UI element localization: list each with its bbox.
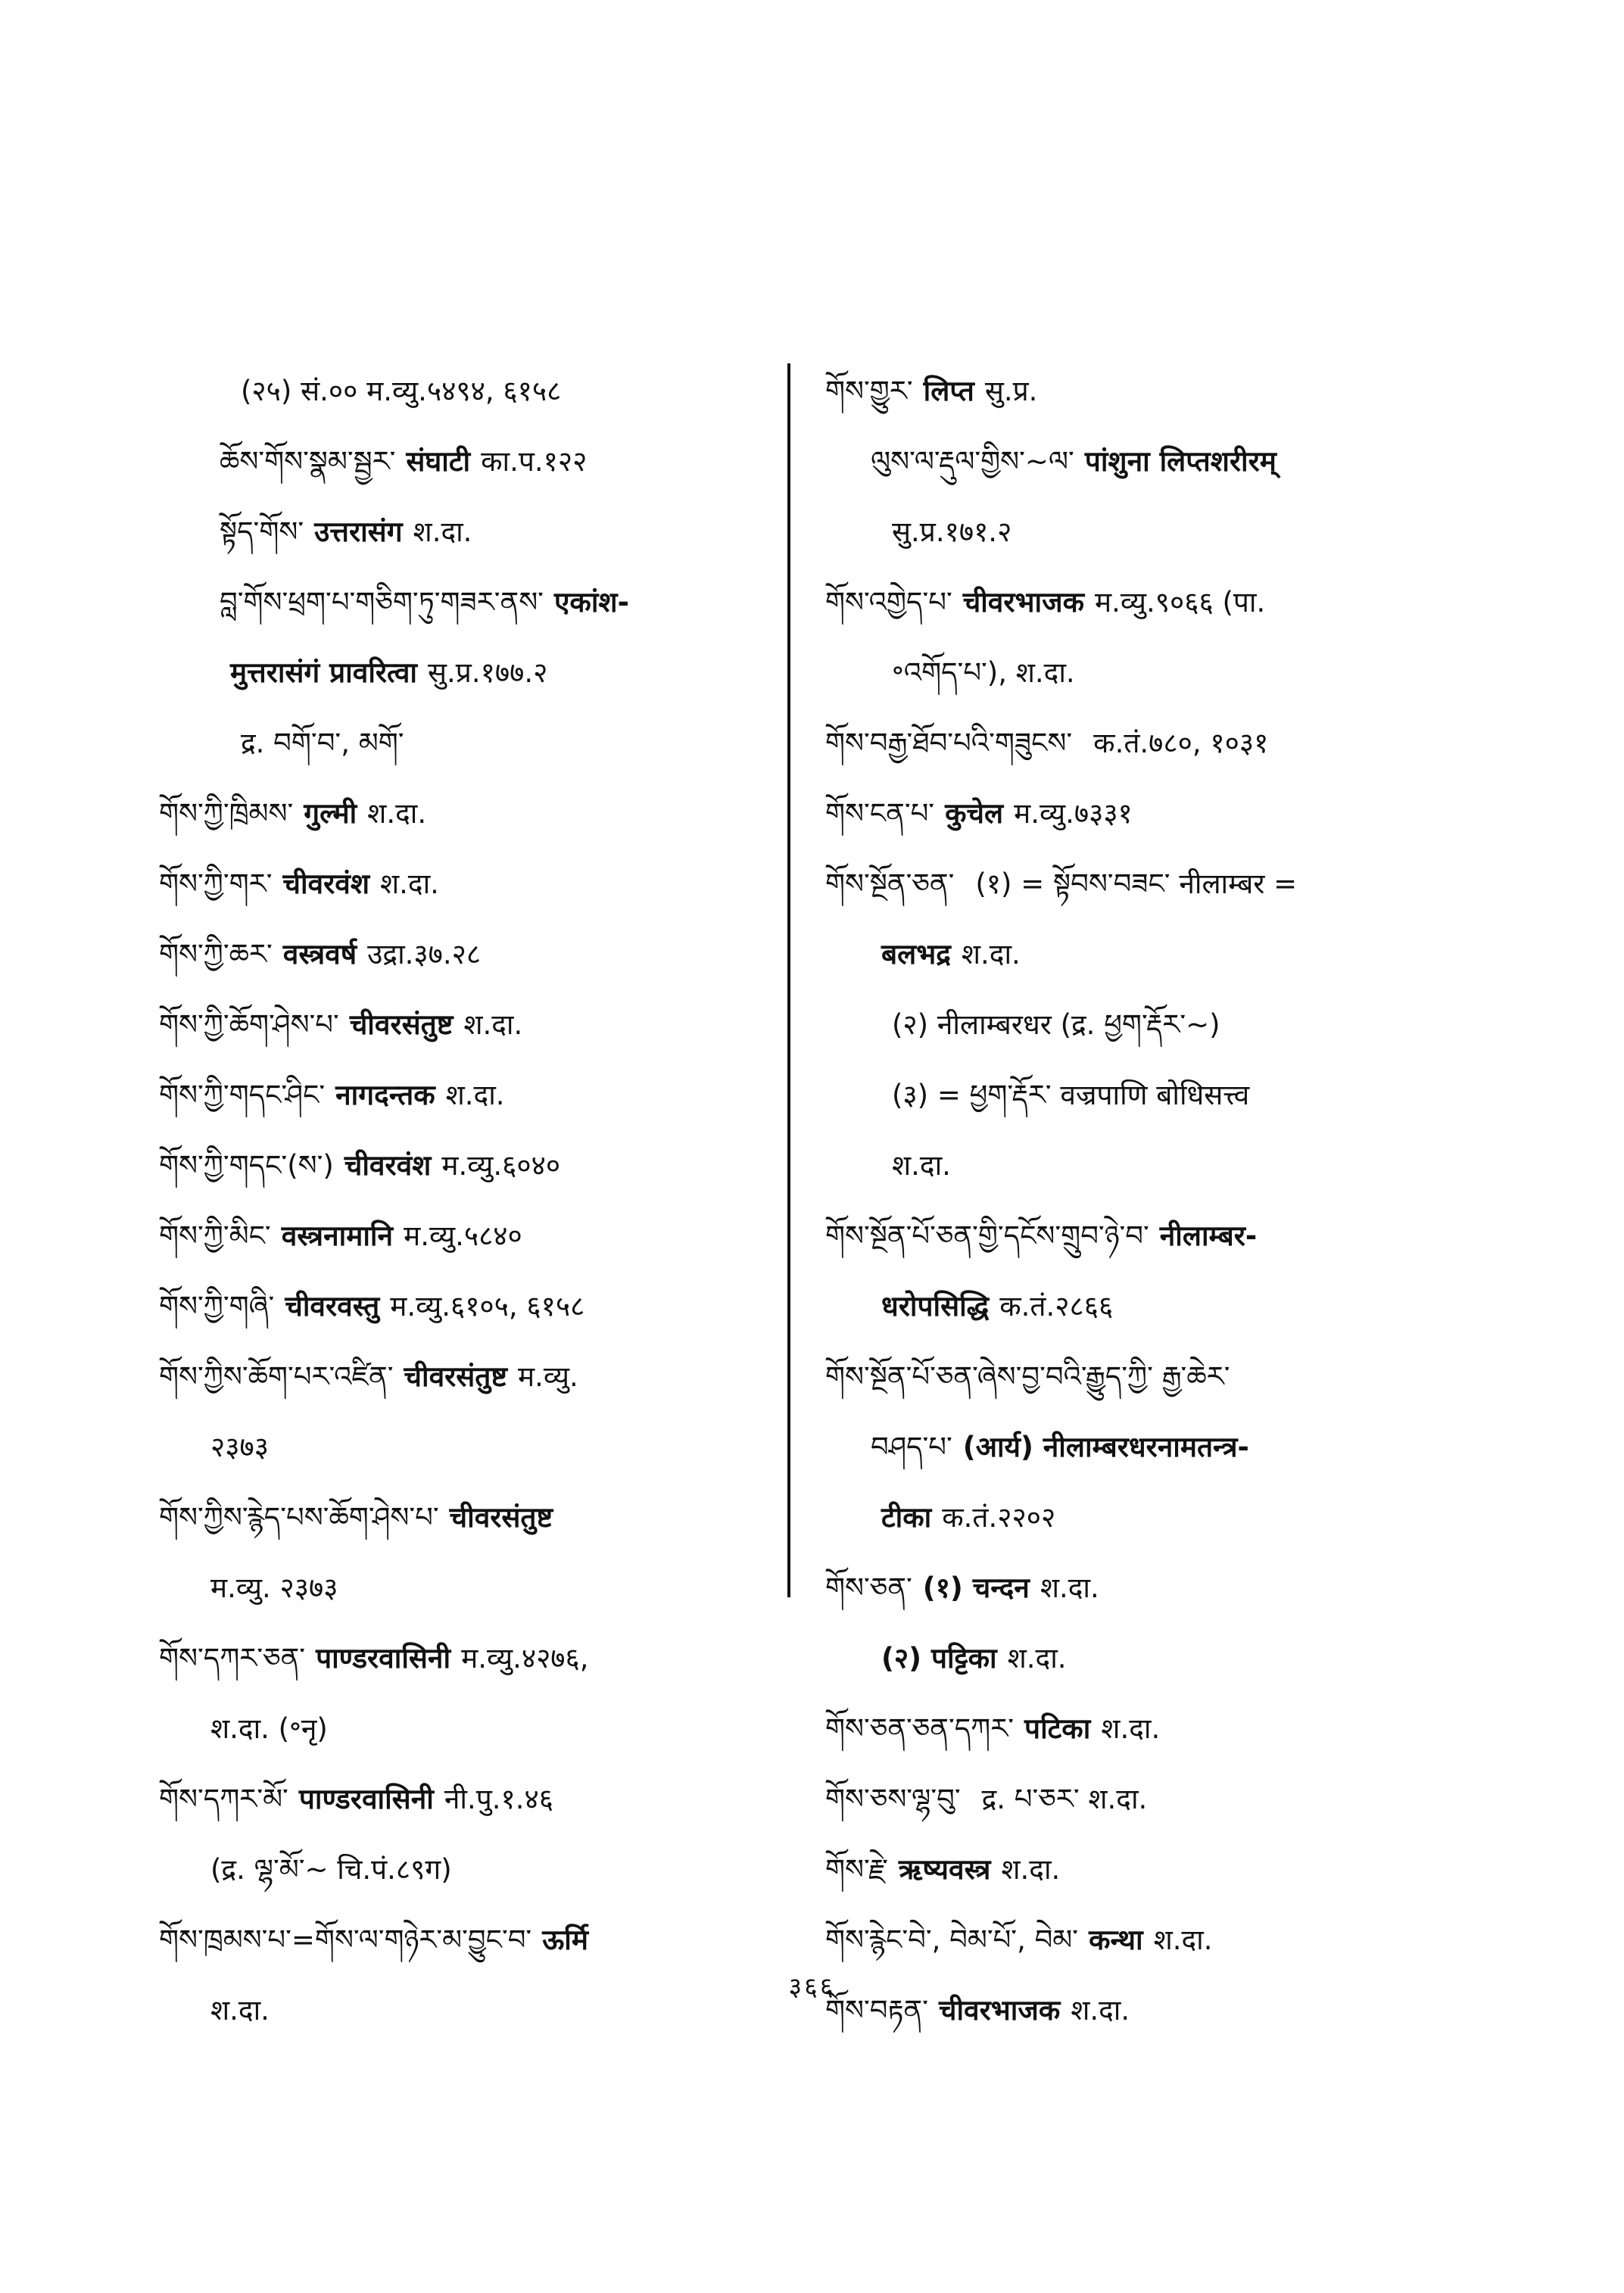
source-reference: द्र. པ་ཅར་ श.दा. — [981, 1783, 1148, 1815]
tibetan-headword: ཆོས་གོས་སྣམ་སྦྱར་ — [220, 445, 396, 478]
dictionary-entry-line — [159, 1764, 780, 1834]
source-reference: श.दा. — [413, 516, 472, 548]
tibetan-headword: གོས་ཀྱིས་ཆོག་པར་འཛིན་ — [159, 1360, 394, 1393]
sanskrit-equivalent: ऊर्मि — [542, 1924, 588, 1956]
source-reference: म.व्यु.४२७६, — [461, 1642, 589, 1675]
dictionary-entry-line — [159, 1130, 780, 1201]
sanskrit-equivalent: कुचेल — [945, 797, 1004, 830]
dictionary-entry-line — [825, 567, 1461, 637]
tibetan-headword: གོས་རྙེང་བེ་, བེམ་པོ་, བེམ་ — [825, 1924, 1079, 1956]
dictionary-entry-line — [159, 1905, 780, 1975]
tibetan-headword: གོས་ཀྱི་ཆར་ — [159, 938, 273, 970]
source-reference: उद्रा.३७.२८ — [367, 938, 482, 970]
sanskrit-equivalent: चीवरवंश — [282, 868, 369, 900]
dictionary-entry-line — [159, 497, 780, 567]
tibetan-headword: གོས་ཀྱི་ཆོག་ཤེས་པ་ — [159, 1008, 339, 1041]
dictionary-entry-line — [825, 1271, 1461, 1341]
dictionary-entry-line — [825, 919, 1461, 989]
tibetan-headword: གོས་ཀྱི་ཁྲིམས་ — [159, 797, 294, 830]
tibetan-headword: གོས་ངན་པ་ — [825, 797, 935, 830]
source-reference: श.दा. — [367, 797, 427, 830]
sanskrit-equivalent: पांशुना लिप्तशरीरम् — [1084, 445, 1276, 478]
source-reference: म.व्यु. — [518, 1360, 578, 1393]
dictionary-entry-line — [825, 637, 1461, 708]
sanskrit-equivalent: (२) पट्टिका — [881, 1642, 997, 1675]
tibetan-headword: གོས་ཅན་ཅན་དཀར་ — [825, 1712, 1015, 1745]
dictionary-entry-line — [159, 1341, 780, 1412]
tibetan-headword: གོས་དཀར་ཅན་ — [159, 1642, 306, 1675]
dictionary-entry-line — [825, 1482, 1461, 1553]
left-column — [159, 356, 780, 2045]
source-reference: २३७३ — [210, 1431, 269, 1463]
dictionary-entry-line — [159, 1412, 780, 1482]
sanskrit-equivalent: गुल्मी — [304, 797, 357, 830]
sanskrit-equivalent: लिप्त — [923, 375, 974, 407]
sanskrit-equivalent: चीवरवंश — [344, 1149, 432, 1182]
source-reference: ॰འགོད་པ་), श.दा. — [892, 656, 1075, 689]
sanskrit-equivalent: चीवरसंतुष्ट — [349, 1008, 454, 1041]
tibetan-headword: གོས་ཀྱི་གདང་ཤིང་ — [159, 1079, 326, 1111]
source-reference: (२) नीलाम्बरधर (द्र. ཕྱག་རྡོར་~) — [892, 1008, 1220, 1041]
dictionary-entry-line — [825, 1130, 1461, 1201]
sanskrit-equivalent: ऋष्यवस्त्र — [898, 1853, 991, 1886]
source-reference: श.दा. — [445, 1079, 505, 1111]
dictionary-entry-line — [825, 1905, 1461, 1975]
source-reference: श.दा. — [1101, 1712, 1161, 1745]
source-reference: नी.पु.१.४६ — [444, 1783, 553, 1815]
dictionary-entry-line — [825, 497, 1461, 567]
sanskrit-equivalent: पाण्डरवासिनी — [298, 1783, 434, 1815]
tibetan-headword: གོས་སྔོན་ཅན་ — [825, 868, 955, 900]
source-reference: श.दा. (॰नृ) — [210, 1712, 328, 1745]
source-reference: क.तं.७८०, १०३१ — [1093, 727, 1269, 759]
source-reference: म.व्यु.६०४० — [441, 1149, 561, 1182]
sanskrit-equivalent: चीवरवस्तु — [285, 1290, 380, 1323]
right-column — [825, 356, 1461, 2045]
dictionary-entry-line — [159, 919, 780, 989]
sanskrit-equivalent: चीवरभाजक — [962, 586, 1084, 618]
sanskrit-equivalent: एकांश- — [553, 586, 629, 618]
dictionary-entry-line — [159, 426, 780, 497]
dictionary-entry-line — [159, 567, 780, 637]
sanskrit-equivalent: संघाटी — [406, 445, 471, 478]
tibetan-headword: གོས་སྔོན་པོ་ཅན་གྱི་དངོས་གྲུབ་ཉེ་བ་ — [825, 1220, 1149, 1252]
dictionary-entry-line — [825, 1764, 1461, 1834]
dictionary-entry-line — [825, 1060, 1461, 1130]
source-reference: सु.प्र.१७१.२ — [892, 516, 1012, 548]
tibetan-headword: གོས་ཀྱི་གཞི་ — [159, 1290, 275, 1323]
dictionary-entry-line — [159, 1623, 780, 1693]
dictionary-entry-line — [825, 356, 1461, 426]
sanskrit-equivalent: पटिका — [1024, 1712, 1091, 1745]
sanskrit-equivalent: वस्त्रवर्ष — [282, 938, 357, 970]
sanskrit-equivalent: बलभद्र — [881, 938, 951, 970]
dictionary-entry-line — [825, 778, 1461, 849]
tibetan-headword: གོས་འགྱེད་པ་ — [825, 586, 952, 618]
source-reference: (३) = ཕྱག་རྡོར་ वज्रपाणि बोधिसत्त्व — [892, 1079, 1250, 1111]
dictionary-entry-line — [825, 1693, 1461, 1764]
source-reference: श.दा. — [1001, 1853, 1061, 1886]
tibetan-headword: གོས་བརྟན་ — [825, 1994, 928, 2027]
source-reference: म.व्यु. २३७३ — [210, 1572, 338, 1604]
dictionary-entry-line — [159, 1482, 780, 1553]
source-reference: क.तं.२८६६ — [999, 1290, 1114, 1323]
dictionary-entry-line — [825, 849, 1461, 919]
sanskrit-equivalent: चीवरसंतुष्ट — [449, 1501, 553, 1534]
column-divider — [787, 363, 790, 1597]
source-reference: श.दा. — [463, 1008, 523, 1041]
tibetan-headword: གོས་ཁྲམས་པ་=གོས་ལ་གཉེར་མ་བྱུང་བ་ — [159, 1924, 532, 1956]
tibetan-headword: ལུས་ལ་རྡུལ་གྱིས་~ལ་ — [871, 445, 1074, 478]
source-reference: म.व्यु.७३३१ — [1014, 797, 1133, 830]
dictionary-entry-line — [159, 1271, 780, 1341]
sanskrit-equivalent: उत्तरासंग — [314, 516, 403, 548]
dictionary-entry-line — [159, 637, 780, 708]
dictionary-entry-line — [159, 778, 780, 849]
dictionary-entry-line — [825, 1341, 1461, 1412]
dictionary-entry-line — [159, 708, 780, 778]
source-reference: श.दा. — [892, 1149, 951, 1182]
page-number: ३६६ — [788, 1972, 836, 2002]
source-reference: (द्र. ལྷ་མོ་~ चि.पं.८९ग) — [210, 1853, 452, 1886]
sanskrit-equivalent: कन्था — [1089, 1924, 1143, 1956]
tibetan-headword: བླ་གོས་ཕྲག་པ་གཅིག་ཏུ་གཟར་ནས་ — [220, 586, 544, 618]
tibetan-headword: གོས་རྗེ་ — [825, 1853, 888, 1886]
source-reference: श.दा. — [1040, 1572, 1099, 1604]
dictionary-entry-line — [825, 1623, 1461, 1693]
source-reference: (२५) सं.०० म.व्यु.५४९४, ६१५८ — [241, 375, 562, 407]
sanskrit-equivalent: टीका — [881, 1501, 932, 1534]
dictionary-entry-line — [825, 426, 1461, 497]
tibetan-headword: གོས་བརྒྱ་ཐོབ་པའི་གཟུངས་ — [825, 727, 1073, 759]
tibetan-headword: གོས་ཀྱིས་རྙེད་པས་ཆོག་ཤེས་པ་ — [159, 1501, 439, 1534]
source-reference: म.व्यु.९०६६ (पा. — [1094, 586, 1266, 618]
tibetan-headword: གོས་ཅན་ — [825, 1572, 912, 1604]
source-reference: श.दा. — [1007, 1642, 1067, 1675]
tibetan-headword: གོས་ཅས་ལྷ་བུ་ — [825, 1783, 961, 1815]
source-reference: श.दा. — [1153, 1924, 1213, 1956]
dictionary-entry-line — [825, 989, 1461, 1060]
source-reference: क.तं.२२०२ — [942, 1501, 1056, 1534]
sanskrit-equivalent: (आर्य) नीलाम्बरधरनामतन्त्र- — [962, 1431, 1249, 1463]
dictionary-entry-line — [825, 1201, 1461, 1271]
source-reference: म.व्यु.६१०५, ६१५८ — [390, 1290, 585, 1323]
tibetan-headword: སྟོད་གོས་ — [220, 516, 304, 548]
sanskrit-equivalent: मुत्तरासंगं प्रावरित्वा — [230, 656, 418, 689]
dictionary-entry-line — [159, 1060, 780, 1130]
sanskrit-equivalent: पाण्डरवासिनी — [316, 1642, 451, 1675]
tibetan-headword: གོས་སྔོན་པོ་ཅན་ཞེས་བྱ་བའི་རྒྱུད་ཀྱི་ རྒྱ་ཆེར་ — [825, 1360, 1230, 1393]
source-reference: श.दा. — [380, 868, 439, 900]
source-reference: सु.प्र. — [984, 375, 1038, 407]
dictionary-entry-line — [825, 1834, 1461, 1905]
sanskrit-equivalent: चीवरसंतुष्ट — [404, 1360, 508, 1393]
tibetan-headword: གོས་ཀྱི་མིང་ — [159, 1220, 271, 1252]
sanskrit-equivalent: वस्त्रनामानि — [281, 1220, 394, 1252]
sanskrit-equivalent: धरोपसिद्धि — [881, 1290, 990, 1323]
tibetan-headword: གོས་ཀྱི་གར་ — [159, 868, 273, 900]
source-reference: (१) = སྟོབས་བཟང་ नीलाम्बर = — [975, 868, 1298, 900]
source-reference: श.दा. — [1071, 1994, 1130, 2027]
source-reference: श.दा. — [210, 1994, 270, 2027]
source-reference: सु.प्र.१७७.२ — [428, 656, 548, 689]
source-reference: श.दा. — [961, 938, 1021, 970]
dictionary-entry-line — [825, 1412, 1461, 1482]
dictionary-entry-line — [159, 849, 780, 919]
tibetan-headword: གོས་གྱུར་ — [825, 375, 913, 407]
tibetan-headword: གོས་ཀྱི་གདང་(ས་) — [159, 1149, 334, 1182]
tibetan-headword: གོས་དཀར་མོ་ — [159, 1783, 288, 1815]
dictionary-entry-line — [159, 1201, 780, 1271]
dictionary-entry-line — [159, 1834, 780, 1905]
sanskrit-equivalent: नीलाम्बर- — [1159, 1220, 1258, 1252]
source-reference: म.व्यु.५८४० — [404, 1220, 522, 1252]
dictionary-entry-line — [159, 989, 780, 1060]
source-reference: का.प.१२२ — [481, 445, 588, 478]
sanskrit-equivalent: नागदन्तक — [335, 1079, 435, 1111]
source-reference: द्र. བགོ་བ་, མགོ་ — [241, 727, 404, 759]
dictionary-entry-line — [159, 1553, 780, 1623]
dictionary-entry-line — [825, 708, 1461, 778]
sanskrit-equivalent: चीवरभाजक — [938, 1994, 1061, 2027]
dictionary-entry-line — [825, 1553, 1461, 1623]
tibetan-headword: བཤད་པ་ — [871, 1431, 952, 1463]
dictionary-entry-line — [159, 356, 780, 426]
dictionary-entry-line — [159, 1693, 780, 1764]
sanskrit-equivalent: (१) चन्दन — [922, 1572, 1030, 1604]
